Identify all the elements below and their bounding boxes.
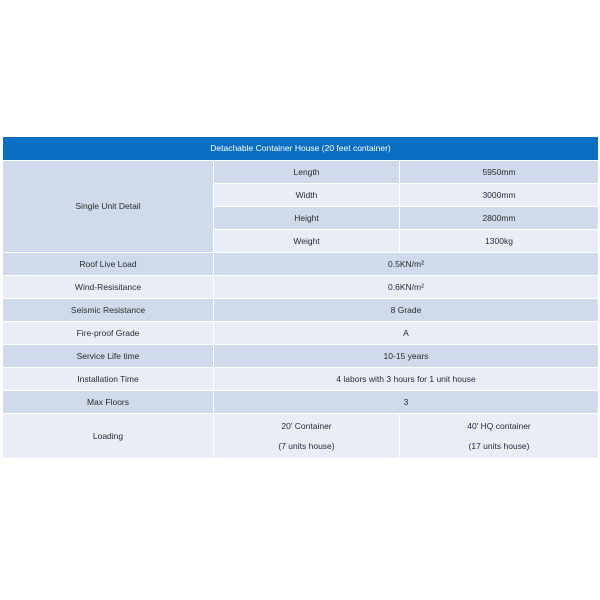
table-row <box>3 345 599 368</box>
table-title: Detachable Container House (20 feet container) <box>3 137 599 161</box>
spec-label: Installation Time <box>3 368 214 391</box>
spec-label: Service Life time <box>3 345 214 368</box>
spec-value: 4 labors with 3 hours for 1 unit house <box>214 368 599 391</box>
spec-name-width: Width <box>214 184 400 207</box>
spec-label: Seismic Resistance <box>3 299 214 322</box>
table-row <box>3 253 599 276</box>
table-row <box>3 299 599 322</box>
loading-label: Loading <box>3 414 214 459</box>
spec-label: Fire-proof Grade <box>3 322 214 345</box>
loading-a-container: 20' Container <box>281 421 332 431</box>
spec-label: Max Floors <box>3 391 214 414</box>
spec-name-weight: Weight <box>214 230 400 253</box>
spec-label: Roof Live Load <box>3 253 214 276</box>
loading-b-container: 40' HQ container <box>467 421 531 431</box>
spec-table <box>2 136 599 459</box>
spec-value-length: 5950mm <box>400 161 599 184</box>
spec-value-weight: 1300kg <box>400 230 599 253</box>
spec-value: 10-15 years <box>214 345 599 368</box>
spec-value-height: 2800mm <box>400 207 599 230</box>
loading-option-a <box>214 414 400 459</box>
spec-value-width: 3000mm <box>400 184 599 207</box>
spec-value: 8 Grade <box>214 299 599 322</box>
spec-value: A <box>214 322 599 345</box>
spec-name-height: Height <box>214 207 400 230</box>
spec-value: 3 <box>214 391 599 414</box>
table-row <box>3 391 599 414</box>
spec-value: 0.6KN/m² <box>214 276 599 299</box>
loading-row <box>3 414 599 459</box>
spec-label: Wind-Resisitance <box>3 276 214 299</box>
table-row <box>3 276 599 299</box>
spec-name-length: Length <box>214 161 400 184</box>
loading-option-b <box>400 414 599 459</box>
single-unit-label: Single Unit Detail <box>3 161 214 253</box>
loading-a-units: (7 units house) <box>278 441 335 451</box>
table-row <box>3 322 599 345</box>
table-row <box>3 368 599 391</box>
loading-b-units: (17 units house) <box>468 441 530 451</box>
spec-value: 0.5KN/m² <box>214 253 599 276</box>
